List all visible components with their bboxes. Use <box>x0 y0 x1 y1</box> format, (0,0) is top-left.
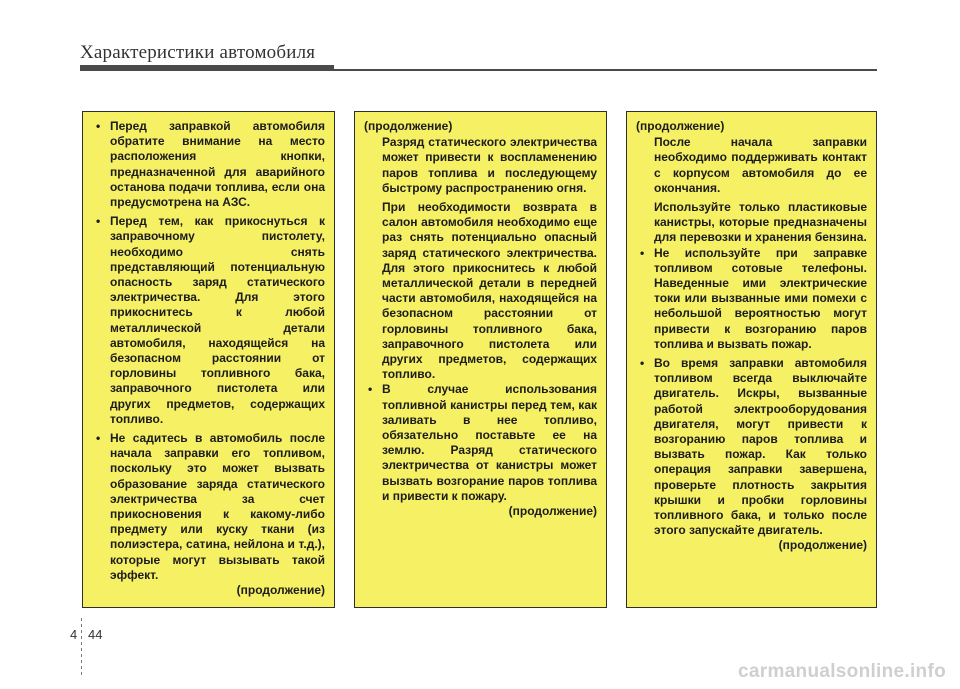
bullet-icon: • <box>640 356 645 371</box>
warning-bullet <box>92 431 325 583</box>
bullet-text: Не садитесь в автомобиль после начала заправки его топливом, поскольку это может вызвать образование заряда статического электричества за счет прикосновения к какому-либо предмету или куску ткани (из полиэстера, сатина, нейлона и т.д.), которые могут вызывать такой эффект. <box>110 431 325 582</box>
warning-panel-2 <box>354 111 607 608</box>
section-number: 4 <box>70 627 78 642</box>
bullet-text: В случае использования топливной канистры перед тем, как заливать в нее топливо, обязательно поставьте ее на землю. Разряд статического электричества от канистры может вызвать возгорание паров топлива и привести к пожару. <box>382 382 597 503</box>
continued-label: (продолжение) <box>778 538 867 553</box>
continued-heading: (продолжение) <box>636 119 725 133</box>
bullet-icon: • <box>96 431 101 446</box>
page-number: 44 <box>88 627 103 642</box>
bullet-icon: • <box>640 245 645 260</box>
warning-bullet <box>636 246 867 352</box>
bullet-text: Не используйте при заправке топливом сотовые телефоны. Наведенные ими электрические токи или вызванные ими помехи с небольшой вероятностью могут привести к возгоранию паров топлива и вызвать пожар. <box>654 245 867 351</box>
continued-label: (продолжение) <box>236 583 325 598</box>
header-rule-thick <box>80 65 334 71</box>
bullet-text: Во время заправки автомобиля топливом всегда выключайте двигатель. Искры, вызванные работой электрооборудования двигателя, могут привести к возгоранию паров топлива и вызвать пожар. Как только операция заправки завершена, проверьте плотность закрытия крышки и пробки горловины топливного бака, и только после этого запускайте двигатель. <box>654 356 867 538</box>
continued-heading: (продолжение) <box>364 119 453 133</box>
warning-bullet <box>92 119 325 210</box>
warning-paragraph: Разряд статического электричества может привести к воспламенению паров топлива и последующему быстрому распространению огня. <box>382 135 597 195</box>
bullet-text: Перед заправкой автомобиля обратите внимание на место расположения кнопки, предназначенной для аварийного останова подачи топлива, если она предусмотрена на АЗС. <box>110 119 325 210</box>
watermark: carmanualsonline.info <box>738 661 946 682</box>
bullet-icon: • <box>96 119 101 133</box>
warning-paragraph: Используйте только пластиковые канистры, которые предназначены для перевозки и хранения бензина. <box>654 200 867 245</box>
warning-panel-3 <box>626 111 877 608</box>
warning-bullet <box>636 356 867 538</box>
warning-bullet <box>364 382 597 504</box>
warning-paragraph: При необходимости возврата в салон автомобиля необходимо еще раз снять потенциально опасный заряд статического электричества. Для этого прикоснитесь к любой металлической детали в передней части автомобиля, находящейся на безопасном расстоянии от горловины топливного бака, заправочного пистолета или других предметов, содержащих топливо. <box>382 200 597 382</box>
footer-divider <box>81 618 82 675</box>
bullet-icon: • <box>96 214 101 229</box>
bullet-icon: • <box>368 382 373 397</box>
page-title: Характеристики автомобиля <box>80 42 316 63</box>
continued-label: (продолжение) <box>508 504 597 519</box>
header-rule-thin <box>334 69 877 71</box>
warning-bullet <box>92 214 325 427</box>
warning-paragraph: После начала заправки необходимо поддерживать контакт с корпусом автомобиля до ее окончания. <box>654 135 867 195</box>
warning-panel-1 <box>82 111 335 608</box>
bullet-text: Перед тем, как прикоснуться к заправочному пистолету, необходимо снять представляющий потенциальную опасность заряд статического электричества. Для этого прикоснитесь к любой металлической детали автомобиля, находящейся на безопасном расстоянии от горловины топливного бака, заправочного пистолета или других предметов, содержащих топливо. <box>110 214 325 426</box>
